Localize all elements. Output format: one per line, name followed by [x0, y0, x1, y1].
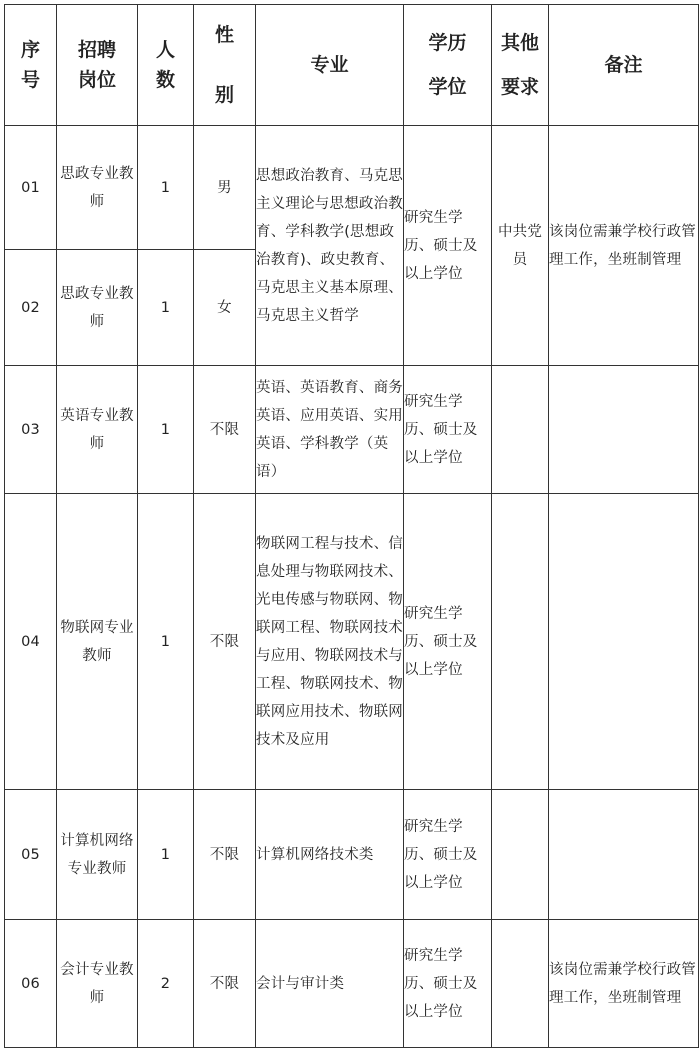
table-header-row [5, 5, 699, 126]
row-position: 计算机网络专业教师 [57, 790, 138, 920]
row-gender: 不限 [194, 920, 256, 1048]
row-count: 1 [138, 250, 194, 366]
header-gender: 性别 [194, 5, 256, 126]
row-gender: 不限 [194, 366, 256, 494]
row-major: 物联网工程与技术、信息处理与物联网技术、光电传感与物联网、物联网工程、物联网技术与应用、物联网技术与工程、物联网技术、物联网应用技术、物联网技术及应用 [256, 494, 404, 790]
row-seq: 05 [5, 790, 57, 920]
row-gender: 不限 [194, 790, 256, 920]
row-position: 会计专业教师 [57, 920, 138, 1048]
row-count: 1 [138, 790, 194, 920]
row-gender: 不限 [194, 494, 256, 790]
row-position: 思政专业教师 [57, 126, 138, 250]
row-seq: 06 [5, 920, 57, 1048]
recruitment-table [4, 4, 699, 1048]
table-row [5, 920, 699, 1048]
row-seq: 04 [5, 494, 57, 790]
header-seq: 序号 [5, 5, 57, 126]
row-remarks: 该岗位需兼学校行政管理工作，坐班制管理 [549, 920, 699, 1048]
header-remarks: 备注 [549, 5, 699, 126]
row-count: 2 [138, 920, 194, 1048]
row-education: 研究生学历、硕士及以上学位 [404, 920, 492, 1048]
table-row [5, 790, 699, 920]
table-row [5, 494, 699, 790]
row-remarks [549, 366, 699, 494]
row-other [492, 494, 549, 790]
row-other [492, 366, 549, 494]
row-major-merged: 思想政治教育、马克思主义理论与思想政治教育、学科教学(思想政治教育)、政史教育、马克思主义基本原理、马克思主义哲学 [256, 126, 404, 366]
row-other [492, 790, 549, 920]
table-row [5, 126, 699, 250]
row-count: 1 [138, 494, 194, 790]
row-position: 英语专业教师 [57, 366, 138, 494]
row-seq: 01 [5, 126, 57, 250]
row-education: 研究生学历、硕士及以上学位 [404, 494, 492, 790]
table-row [5, 366, 699, 494]
row-remarks-merged: 该岗位需兼学校行政管理工作，坐班制管理 [549, 126, 699, 366]
header-major: 专业 [256, 5, 404, 126]
row-remarks [549, 790, 699, 920]
row-education: 研究生学历、硕士及以上学位 [404, 790, 492, 920]
row-position: 思政专业教师 [57, 250, 138, 366]
header-education: 学历学位 [404, 5, 492, 126]
row-position: 物联网专业教师 [57, 494, 138, 790]
row-major: 会计与审计类 [256, 920, 404, 1048]
row-gender: 男 [194, 126, 256, 250]
row-count: 1 [138, 366, 194, 494]
header-other: 其他要求 [492, 5, 549, 126]
row-education-merged: 研究生学历、硕士及以上学位 [404, 126, 492, 366]
row-seq: 02 [5, 250, 57, 366]
row-gender: 女 [194, 250, 256, 366]
row-other [492, 920, 549, 1048]
row-remarks [549, 494, 699, 790]
header-position: 招聘岗位 [57, 5, 138, 126]
row-count: 1 [138, 126, 194, 250]
row-education: 研究生学历、硕士及以上学位 [404, 366, 492, 494]
row-seq: 03 [5, 366, 57, 494]
header-count: 人数 [138, 5, 194, 126]
row-major: 计算机网络技术类 [256, 790, 404, 920]
row-major: 英语、英语教育、商务英语、应用英语、实用英语、学科教学（英语） [256, 366, 404, 494]
row-other-merged: 中共党员 [492, 126, 549, 366]
